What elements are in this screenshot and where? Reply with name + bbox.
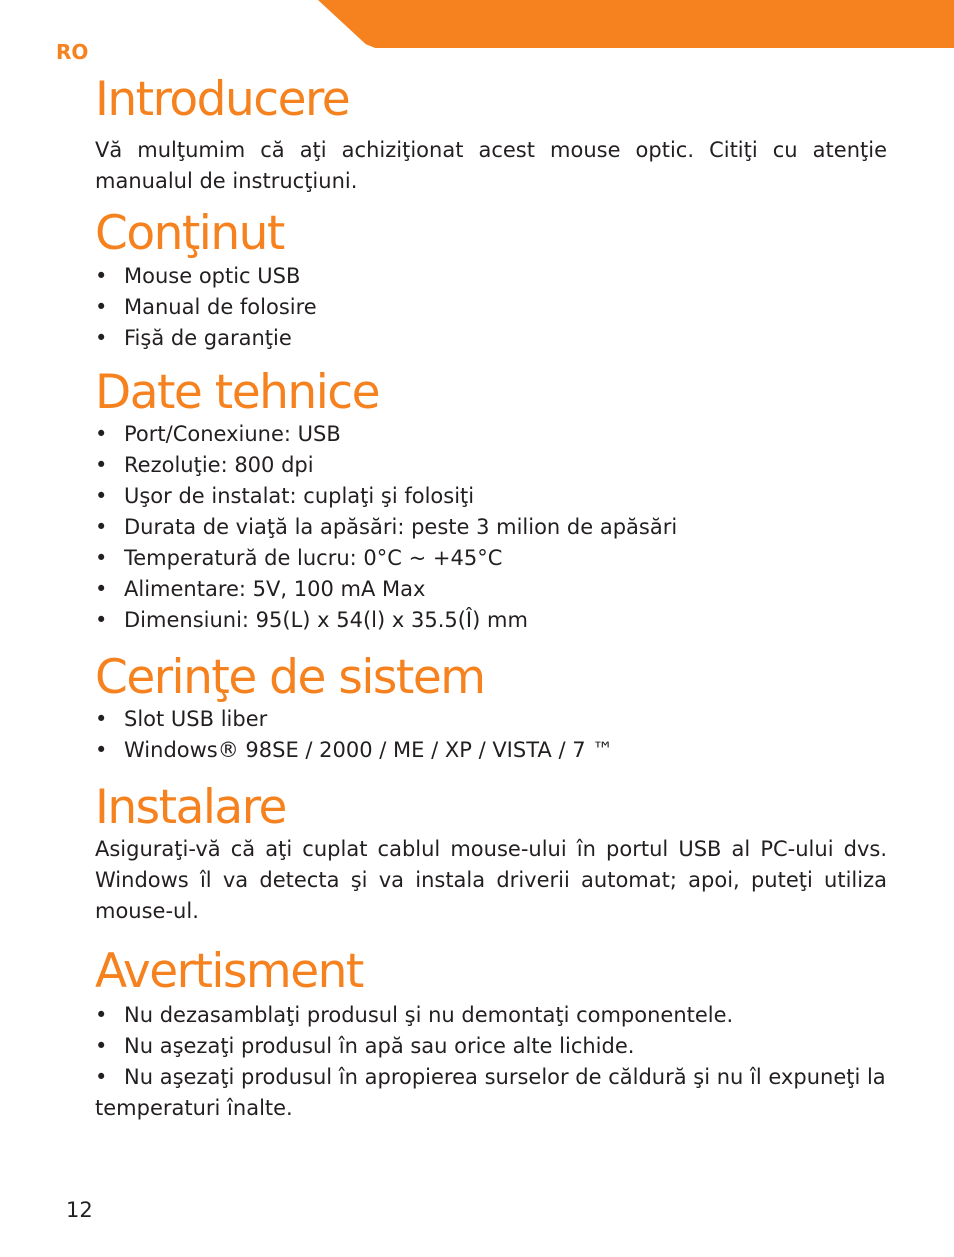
language-label: RO [56,40,89,64]
specs-list [95,419,887,636]
list-item: • Port/Conexiune: USB [95,422,341,446]
list-item: • Temperatură de lucru: 0°C ~ +45°C [95,546,503,570]
list-item: • Rezoluţie: 800 dpi [95,453,314,477]
section-title-install: Instalare [95,780,286,835]
list-item: • Manual de folosire [95,295,317,319]
contents-list [95,261,887,354]
list-item: • Nu dezasamblaţi produsul şi nu demontaţi componentele. [95,1003,734,1027]
list-item: • Dimensiuni: 95(L) x 54(l) x 35.5(Î) mm [95,608,528,632]
section-title-specs: Date tehnice [95,365,380,420]
section-title-requirements: Cerinţe de sistem [95,650,485,705]
warning-list [95,1000,887,1124]
list-item: • Alimentare: 5V, 100 mA Max [95,577,426,601]
install-text: Asiguraţi-vă că aţi cuplat cablul mouse-ului în portul USB al PC-ului dvs. Windows îl va detecta şi va instala driverii automat; apoi, puteţi utiliza mouse-ul. [95,837,887,923]
list-item: • Slot USB liber [95,707,268,731]
section-title-warning: Avertisment [95,944,363,999]
intro-text: Vă mulţumim că aţi achiziţionat acest mouse optic. Citiţi cu atenţie manualul de instrucţiuni. [95,138,887,193]
header-accent-tab [318,0,954,48]
list-item: • Durata de viaţă la apăsări: peste 3 milion de apăsări [95,515,678,539]
list-item: • Mouse optic USB [95,264,301,288]
list-item: • Nu aşezaţi produsul în apă sau orice alte lichide. [95,1034,635,1058]
page-content [95,70,887,1124]
section-title-contents: Conţinut [95,206,284,261]
list-item: • Uşor de instalat: cuplaţi şi folosiţi [95,484,475,508]
list-item: • Nu aşezaţi produsul în apropierea surselor de căldură şi nu îl expuneţi la temperaturi înalte. [95,1065,886,1120]
section-title-intro: Introducere [95,72,350,127]
list-item: • Fişă de garanţie [95,326,292,350]
page-number: 12 [66,1198,93,1222]
requirements-list [95,704,887,766]
list-item: • Windows® 98SE / 2000 / ME / XP / VISTA / 7 ™ [95,738,614,762]
